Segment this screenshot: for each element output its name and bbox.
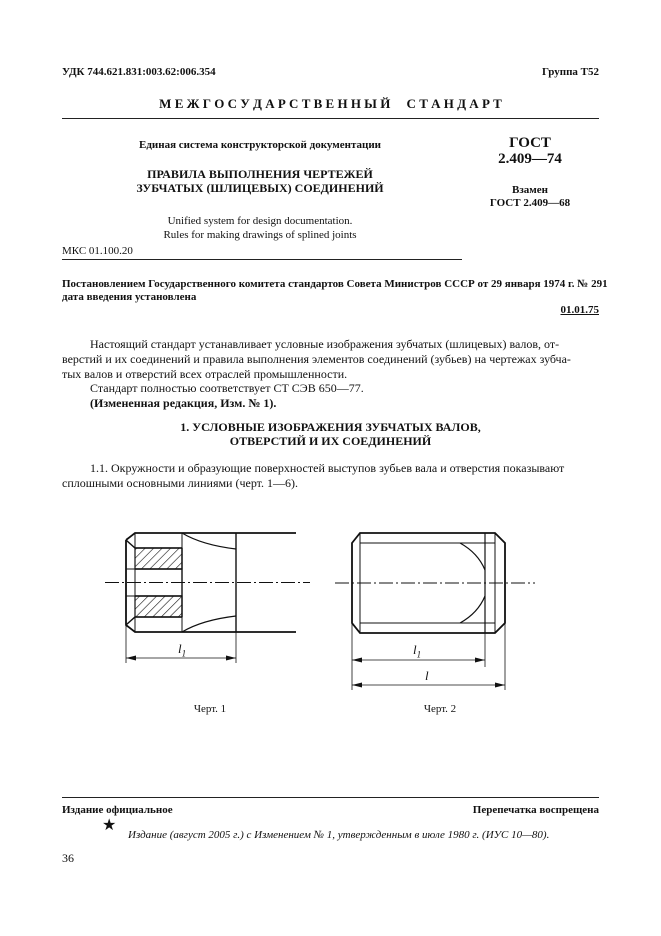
section-title-line1: 1. УСЛОВНЫЕ ИЗОБРАЖЕНИЯ ЗУБЧАТЫХ ВАЛОВ, — [180, 420, 481, 434]
edition-note: Издание (август 2005 г.) с Изменением № 1, утвержденным в июле 1980 г. (ИУС 10—80). — [128, 829, 550, 841]
fig1-caption: Черт. 1 — [193, 703, 227, 715]
effective-date: 01.01.75 — [560, 304, 599, 316]
doc-title-line1: ПРАВИЛА ВЫПОЛНЕНИЯ ЧЕРТЕЖЕЙ — [147, 167, 373, 181]
replaces-label: Взамен — [512, 184, 548, 196]
group-code: Группа Т52 — [541, 66, 599, 78]
clause-line1: 1.1. Окружности и образующие поверхностей выступов зубьев вала и отверстия показывают — [90, 461, 565, 475]
gost-number: 2.409—74 — [498, 151, 562, 167]
official-edition: Издание официальное — [62, 804, 173, 816]
clause-line2: сплошными основными линиями (черт. 1—6). — [62, 476, 299, 490]
fig2-dimension-label-l1: $l_1$ — [413, 642, 422, 660]
para3: (Измененная редакция, Изм. № 1). — [90, 396, 277, 410]
section-title-line2: ОТВЕРСТИЙ И ИХ СОЕДИНЕНИЙ — [229, 434, 432, 448]
mks-code: МКС 01.100.20 — [62, 245, 133, 257]
para2: Стандарт полностью соответствует СТ СЭВ 650—77. — [90, 381, 364, 395]
udk-code: УДК 744.621.831:003.62:006.354 — [62, 66, 216, 78]
doc-title-line2: ЗУБЧАТЫХ (ШЛИЦЕВЫХ) СОЕДИНЕНИЙ — [136, 181, 384, 195]
header-rule — [62, 118, 599, 119]
footer-rule — [62, 797, 599, 798]
english-title-line1: Unified system for design documentation. — [167, 215, 353, 227]
english-title-line2: Rules for making drawings of splined joints — [163, 229, 357, 241]
figure-2-drawing — [330, 525, 550, 695]
replaces-number: ГОСТ 2.409—68 — [489, 197, 571, 209]
standard-banner: М Е Ж Г О С У Д А Р С Т В Е Н Н Ы Й С Т А Н Д А Р Т — [159, 96, 502, 111]
fig2-dimension-label-l: l — [425, 668, 429, 683]
fig2-caption: Черт. 2 — [423, 703, 457, 715]
fig1-dimension-label: $l_1$ — [178, 641, 187, 659]
system-name: Единая система конструкторской документации — [139, 139, 381, 151]
star-icon: ★ — [102, 817, 117, 834]
decree-line1: Постановлением Государственного комитета стандартов Совета Министров СССР от 29 января 1974 г. № 291 — [62, 278, 608, 290]
gost-label: ГОСТ — [509, 135, 551, 151]
reprint-prohibited: Перепечатка воспрещена — [472, 804, 599, 816]
para1-line1: Настоящий стандарт устанавливает условные изображения зубчатых (шлицевых) валов, от- — [90, 337, 560, 351]
page-number: 36 — [62, 851, 74, 865]
decree-line2: дата введения установлена — [62, 291, 197, 303]
para1-line3: тых валов и отверстий всех отраслей промышленности. — [62, 367, 348, 381]
para1-line2: верстий и их соединений и правила выполнения элементов соединений (зубьев) на чертежах зубча- — [62, 352, 571, 366]
figure-1-drawing — [100, 525, 310, 670]
title-rule — [62, 259, 462, 260]
